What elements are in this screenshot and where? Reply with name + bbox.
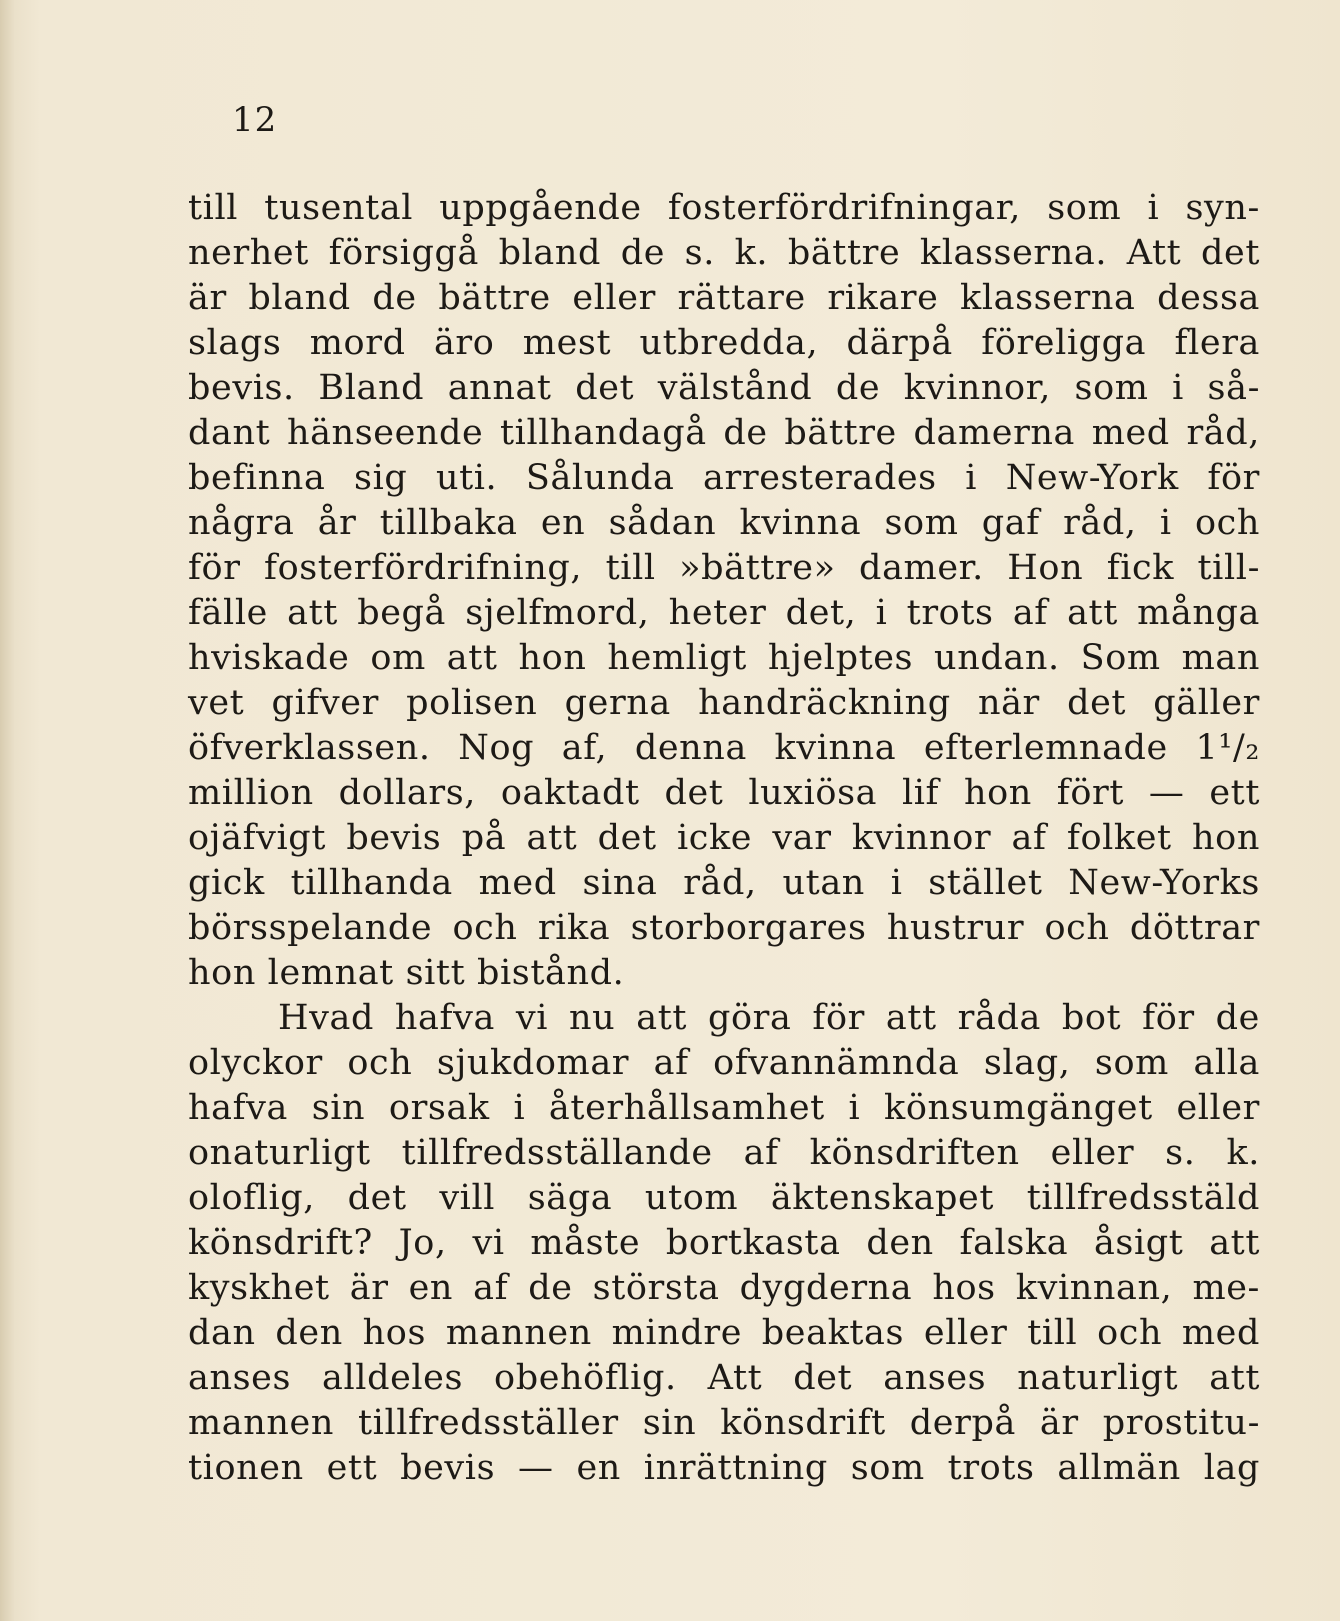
text-line: hviskade om att hon hemligt hjelptes undan. Som man <box>188 638 1260 678</box>
text-line: olyckor och sjukdomar af ofvannämnda slag, som alla <box>188 1043 1260 1083</box>
text-line: dant hänseende tillhandagå de bättre damerna med råd, <box>188 413 1260 453</box>
text-line: mannen tillfredsställer sin könsdrift derpå är prostitu- <box>188 1403 1260 1443</box>
text-line: könsdrift? Jo, vi måste bortkasta den falska åsigt att <box>188 1223 1260 1263</box>
text-line: oloflig, det vill säga utom äktenskapet tillfredsstäld <box>188 1178 1260 1218</box>
text-line: ojäfvigt bevis på att det icke var kvinnor af folket hon <box>188 818 1260 858</box>
text-line: fälle att begå sjelfmord, heter det, i trots af att många <box>188 593 1260 633</box>
text-line: börsspelande och rika storborgares hustrur och döttrar <box>188 908 1260 948</box>
text-line: befinna sig uti. Sålunda arresterades i New-York för <box>188 458 1260 498</box>
text-line: dan den hos mannen mindre beaktas eller till och med <box>188 1313 1260 1353</box>
text-line: är bland de bättre eller rättare rikare klasserna dessa <box>188 278 1260 318</box>
text-line: Hvad hafva vi nu att göra för att råda bot för de <box>278 998 1260 1038</box>
page-number: 12 <box>232 100 278 140</box>
paragraph <box>188 996 1260 1491</box>
text-line: för fosterfördrifning, till »bättre» damer. Hon fick till- <box>188 548 1260 588</box>
paragraph <box>188 186 1260 996</box>
text-line: tionen ett bevis — en inrättning som trots allmän lag <box>188 1448 1260 1488</box>
text-line: några år tillbaka en sådan kvinna som gaf råd, i och <box>188 503 1260 543</box>
text-line: öfverklassen. Nog af, denna kvinna efterlemnade 1¹/₂ <box>188 728 1260 768</box>
text-line: hon lemnat sitt bistånd. <box>188 953 625 993</box>
text-line: slags mord äro mest utbredda, därpå föreligga flera <box>188 323 1260 363</box>
text-line: million dollars, oaktadt det luxiösa lif hon fört — ett <box>188 773 1260 813</box>
text-line: onaturligt tillfredsställande af könsdriften eller s. k. <box>188 1133 1260 1173</box>
text-line: kyskhet är en af de största dygderna hos kvinnan, me- <box>188 1268 1260 1308</box>
text-line: vet gifver polisen gerna handräckning när det gäller <box>188 683 1260 723</box>
page-gutter <box>0 0 14 1621</box>
text-line: nerhet försiggå bland de s. k. bättre klasserna. Att det <box>188 233 1260 273</box>
body-text <box>188 186 1260 1491</box>
text-line: hafva sin orsak i återhållsamhet i könsumgänget eller <box>188 1088 1260 1128</box>
text-line: anses alldeles obehöflig. Att det anses naturligt att <box>188 1358 1260 1398</box>
text-line: till tusental uppgående fosterfördrifningar, som i syn- <box>188 188 1260 228</box>
text-line: gick tillhanda med sina råd, utan i stället New-Yorks <box>188 863 1260 903</box>
text-line: bevis. Bland annat det välstånd de kvinnor, som i så- <box>188 368 1260 408</box>
